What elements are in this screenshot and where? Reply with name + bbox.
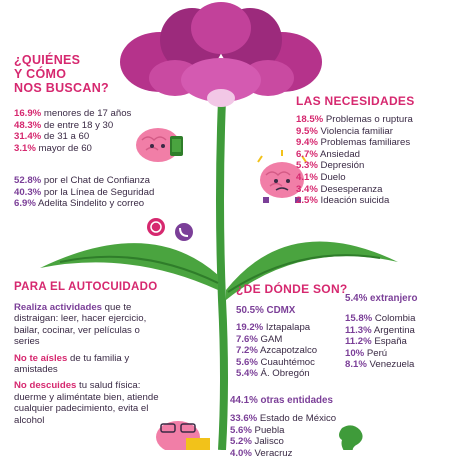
others-row: 4.0% Veracruz (230, 447, 293, 459)
age-row: 16.9% menores de 17 años (14, 108, 132, 119)
need-row: 5.3% Depresión (296, 160, 365, 172)
tip-no-isolate: No te aísles de tu familia y amistades (14, 352, 130, 376)
others-list (230, 413, 336, 459)
abroad-header: 5.4% extranjero (345, 293, 418, 304)
need-row: 2.5% Ideación suicida (296, 195, 390, 207)
need-row: 3.4% Desesperanza (296, 183, 383, 195)
abroad-row: 8.1% Venezuela (345, 359, 415, 371)
channel-list (14, 175, 154, 210)
flower-head (120, 2, 322, 107)
abroad-row: 10% Perú (345, 347, 388, 359)
abroad-row: 11.3% Argentina (345, 324, 415, 336)
others-row: 5.6% Puebla (230, 424, 285, 436)
need-row: 4.1% Duelo (296, 171, 346, 183)
whatsapp-icon (147, 218, 165, 236)
cdmx-row: 5.4% Á. Obregón (236, 368, 310, 380)
phone-icon (175, 223, 193, 241)
cdmx-row: 7.2% Azcapotzalco (236, 345, 318, 357)
needs-title: LAS NECESIDADES (296, 94, 415, 108)
brain-phone-icon (136, 128, 183, 162)
age-row: 3.1% mayor de 60 (14, 142, 92, 154)
channel-row: 52.8% por el Chat de Confianza (14, 175, 151, 186)
need-row: 9.4% Problemas familiares (296, 137, 411, 149)
abroad-row: 11.2% España (345, 336, 407, 348)
cdmx-list (236, 322, 317, 380)
abroad-list (345, 313, 415, 371)
cdmx-row: 7.6% GAM (236, 333, 283, 345)
cdmx-header: 50.5% CDMX (236, 305, 296, 316)
need-row: 18.5% Problemas o ruptura (296, 114, 413, 125)
needs-list (296, 114, 413, 207)
tip-activities: Realiza actividades que te distraigan: leer, hacer ejercicio, bailar, cocinar, ver películas o series (14, 302, 147, 348)
age-list (14, 108, 131, 154)
abroad-row: 15.8% Colombia (345, 313, 416, 324)
map-icon (339, 425, 363, 450)
need-row: 6.7% Ansiedad (296, 148, 361, 160)
age-row: 48.3% de entre 18 y 30 (14, 119, 114, 131)
others-row: 33.6% Estado de México (230, 413, 337, 424)
channel-row: 40.3% por la Línea de Seguridad (14, 186, 155, 198)
channel-row: 6.9% Adelita Sindelito y correo (14, 198, 145, 210)
others-row: 5.2% Jalisco (230, 436, 284, 448)
who-title: ¿QUIÉNES Y CÓMO NOS BUSCAN? (14, 53, 109, 95)
cdmx-row: 19.2% Iztapalapa (236, 322, 311, 333)
age-row: 31.4% de 31 a 60 (14, 131, 90, 143)
others-header: 44.1% otras entidades (230, 395, 333, 406)
selfcare-title: PARA EL AUTOCUIDADO (14, 281, 158, 293)
cdmx-row: 5.6% Cuauhtémoc (236, 356, 315, 368)
need-row: 9.5% Violencia familiar (296, 125, 393, 137)
where-title: ¿DE DÓNDE SON? (236, 282, 348, 296)
selfcare-tips (14, 302, 224, 426)
tip-health: No descuides tu salud física: duerme y aliméntate bien, atiende cualquier padecimiento, evita el alcohol (14, 380, 159, 426)
